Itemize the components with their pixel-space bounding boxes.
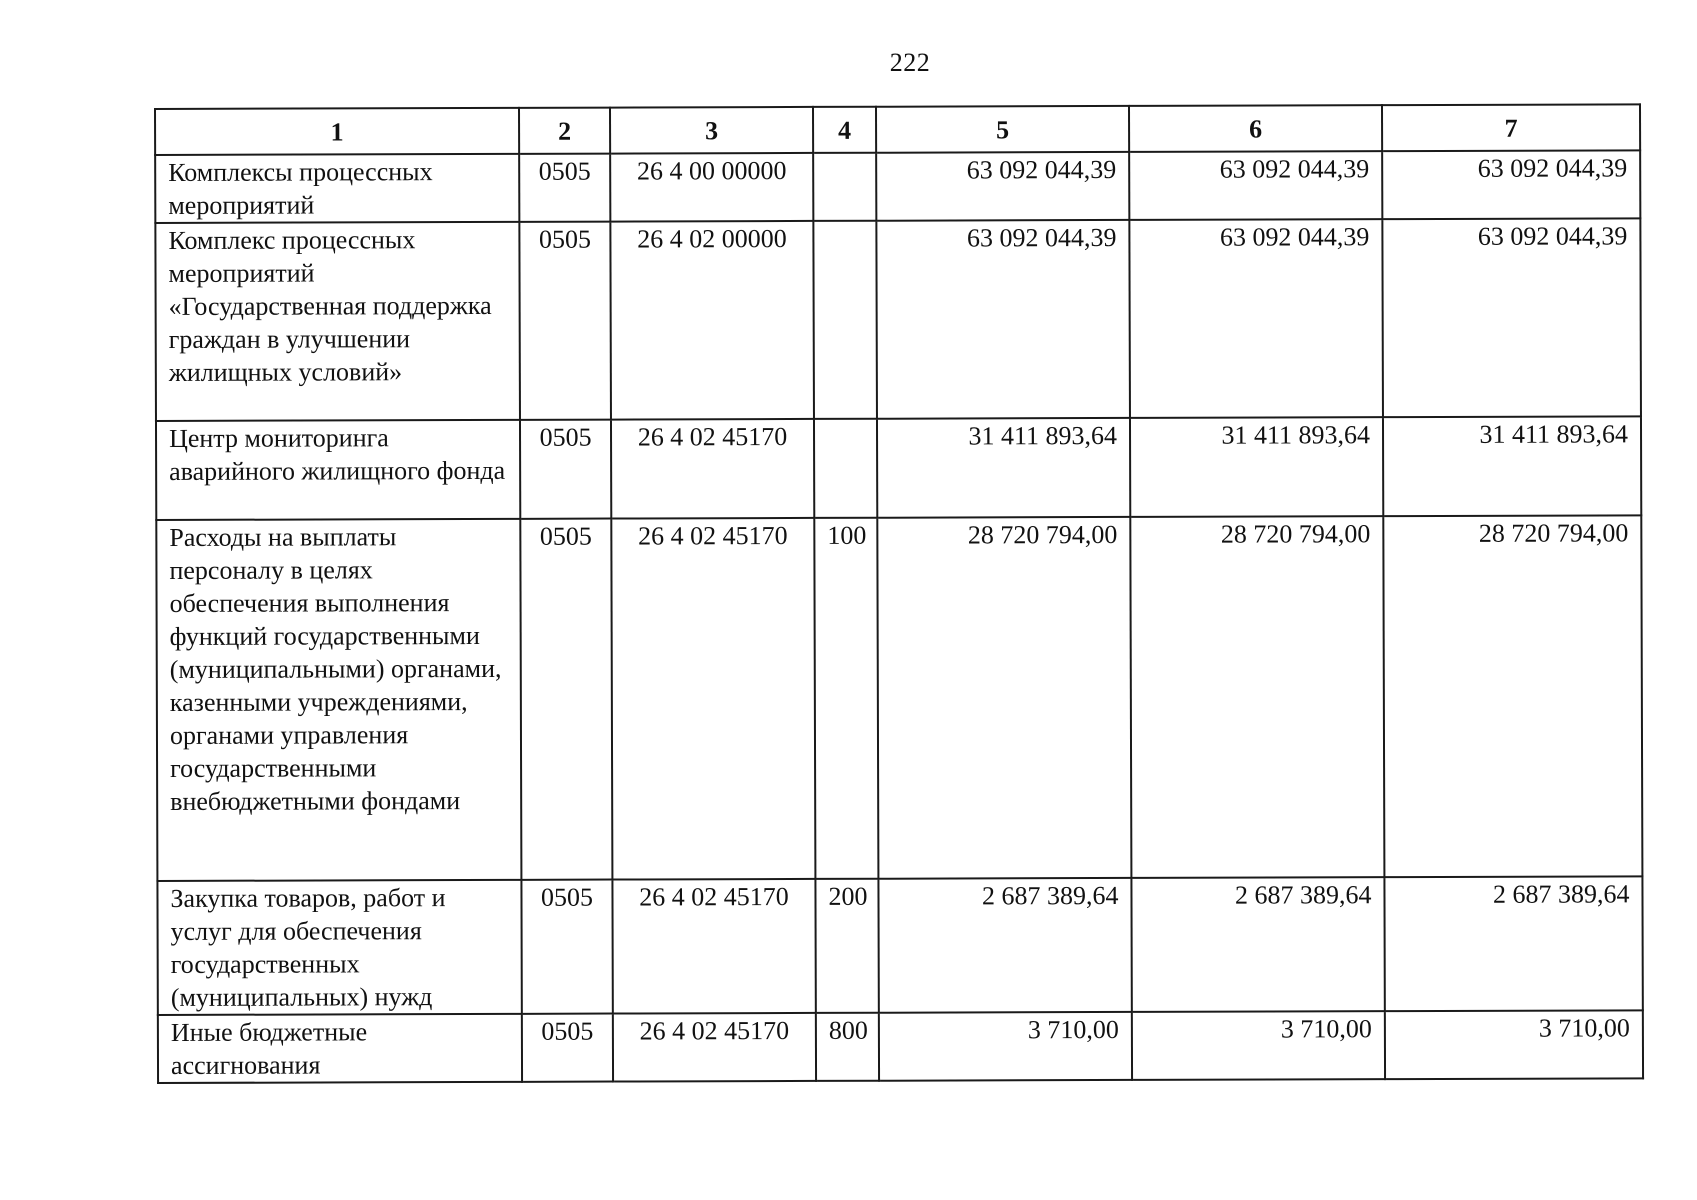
- row-section: 0505: [522, 1014, 613, 1082]
- row-amount-3: 63 092 044,39: [1382, 218, 1641, 417]
- row-amount-2: 2 687 389,64: [1131, 877, 1384, 1012]
- row-amount-2: 28 720 794,00: [1130, 516, 1384, 878]
- row-name: Комплексы процессных мероприятий: [155, 154, 519, 223]
- row-amount-1: 3 710,00: [879, 1012, 1132, 1081]
- row-name: Расходы на выплаты персоналу в целях обеспечения выполнения функций государственными (муниципальными) органами, казенными учреждениями, органами управления государственными внебюджетными фондами: [156, 519, 521, 881]
- row-amount-2: 63 092 044,39: [1129, 219, 1383, 418]
- row-name: Иные бюджетные ассигнования: [158, 1014, 522, 1083]
- row-name: Комплекс процессных мероприятий «Государственная поддержка граждан в улучшении жилищных условий»: [155, 222, 520, 421]
- table-row: [155, 150, 1640, 223]
- header-row: [155, 104, 1640, 155]
- row-amount-1: 63 092 044,39: [876, 220, 1130, 419]
- header-col-5: 5: [876, 106, 1129, 153]
- header-col-4: 4: [813, 107, 876, 153]
- budget-table: [154, 103, 1644, 1084]
- header-col-6: 6: [1129, 105, 1382, 152]
- header-col-2: 2: [519, 108, 610, 154]
- header-col-1: 1: [155, 108, 519, 155]
- row-name: Закупка товаров, работ и услуг для обеспечения государственных (муниципальных) нужд: [157, 880, 521, 1015]
- header-col-3: 3: [610, 107, 813, 154]
- page-number: 222: [889, 48, 931, 77]
- row-target: 26 4 00 00000: [610, 153, 813, 222]
- row-amount-1: 28 720 794,00: [877, 517, 1131, 879]
- row-amount-3: 31 411 893,64: [1383, 416, 1641, 516]
- row-amount-3: 63 092 044,39: [1382, 150, 1640, 219]
- table-row: [155, 218, 1641, 421]
- row-target: 26 4 02 00000: [610, 221, 814, 420]
- row-section: 0505: [520, 519, 612, 880]
- row-amount-2: 3 710,00: [1132, 1011, 1385, 1080]
- row-expense-type: [814, 419, 877, 518]
- table-row: [157, 876, 1642, 1015]
- row-amount-1: 31 411 893,64: [877, 418, 1130, 518]
- row-target: 26 4 02 45170: [611, 419, 814, 519]
- row-target: 26 4 02 45170: [612, 879, 815, 1014]
- row-amount-3: 3 710,00: [1385, 1010, 1643, 1079]
- row-expense-type: [813, 153, 876, 221]
- row-section: 0505: [521, 880, 612, 1014]
- row-amount-1: 2 687 389,64: [878, 878, 1131, 1013]
- row-section: 0505: [519, 154, 610, 222]
- row-expense-type: 100: [814, 518, 878, 879]
- row-amount-1: 63 092 044,39: [876, 152, 1129, 221]
- row-target: 26 4 02 45170: [613, 1013, 816, 1082]
- row-amount-2: 31 411 893,64: [1130, 417, 1383, 517]
- row-amount-3: 28 720 794,00: [1383, 515, 1642, 877]
- table-row: [158, 1010, 1643, 1083]
- row-section: 0505: [519, 222, 611, 420]
- row-name: Центр мониторинга аварийного жилищного фонда: [156, 420, 520, 520]
- table-row: [156, 416, 1641, 520]
- row-amount-2: 63 092 044,39: [1129, 151, 1382, 220]
- row-expense-type: 800: [816, 1013, 879, 1081]
- table-row: [156, 515, 1642, 881]
- row-amount-3: 2 687 389,64: [1384, 876, 1642, 1011]
- row-section: 0505: [520, 420, 611, 519]
- row-target: 26 4 02 45170: [611, 518, 815, 880]
- row-expense-type: [813, 221, 877, 419]
- header-col-7: 7: [1382, 104, 1640, 151]
- row-expense-type: 200: [815, 879, 878, 1013]
